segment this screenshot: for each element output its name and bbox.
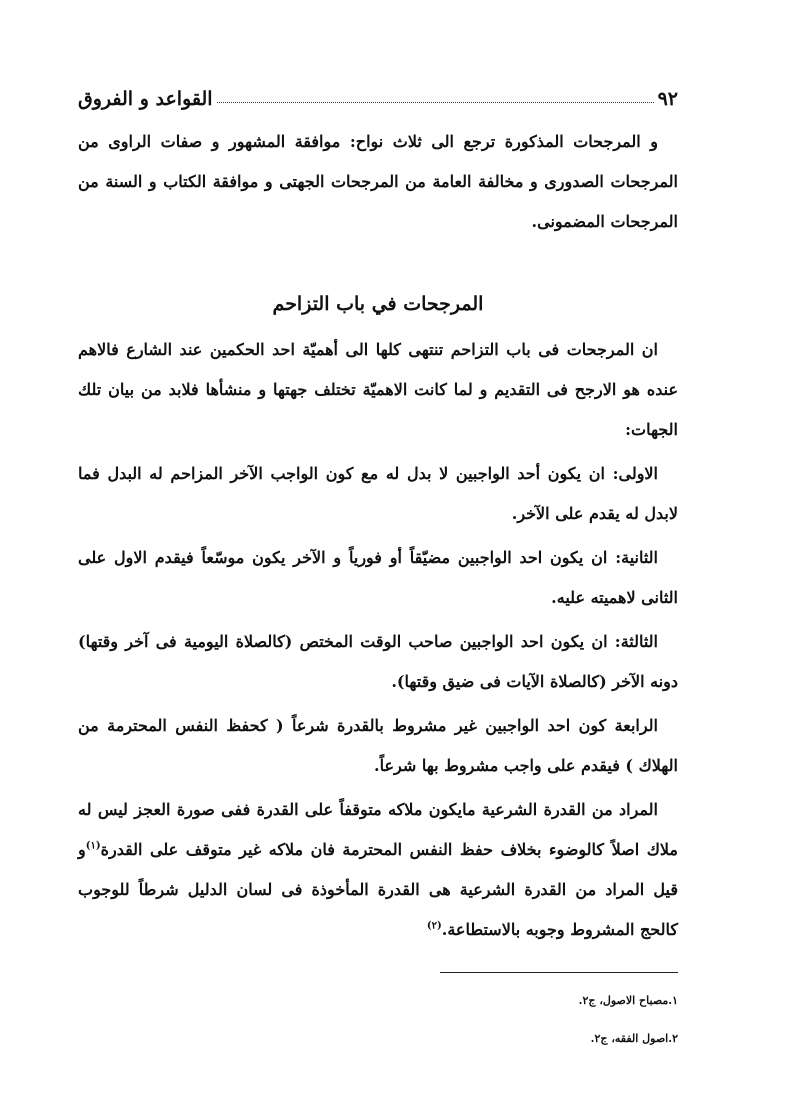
section-heading: المرجحات في باب التزاحم xyxy=(272,293,484,315)
paragraph-5: الثالثة: ان يكون احد الواجبين صاحب الوقت المختص (كالصلاة اليومية فى آخر وقتها) دونه الآخر (كالصلاة الآيات فى ضيق وقتها). xyxy=(78,632,678,691)
main-text xyxy=(78,122,678,954)
footnotes xyxy=(78,990,678,1066)
footnote-ref-1[interactable]: (١) xyxy=(85,840,101,852)
paragraph-7 xyxy=(78,790,678,950)
running-title: القواعد و الفروق xyxy=(78,88,213,110)
footnote-2: ٢.اصول الفقه، ج٢. xyxy=(590,1032,678,1045)
footnote-ref-2[interactable]: (٢) xyxy=(426,920,442,932)
footnote-1: ١.مصباح الاصول، ج٢. xyxy=(578,994,678,1007)
paragraph-7-part-a: المراد من القدرة الشرعية مايكون ملاكه متوقفاً على القدرة ففى صورة العجز ليس له ملاك اصلاً كالوضوء بخلاف حفظ النفس المحترمة فان ملاكه غير متوقف على القدرة xyxy=(78,800,678,859)
paragraph-2: ان المرجحات فى باب التزاحم تنتهى كلها الى أهميّة احد الحكمين عند الشارع فالاهم عنده هو الارجح فى التقديم و لما كانت الاهميّة تختلف جهتها و منشأها فلابد من بيان تلك الجهات: xyxy=(78,340,678,439)
header-dotted-leader xyxy=(217,102,654,103)
paragraph-7-part-b: و قيل المراد من القدرة الشرعية هى القدرة المأخوذة فى لسان الدليل شرطاً للوجوب كالحج المشروط وجوبه بالاستطاعة. xyxy=(78,840,678,939)
paragraph-4: الثانية: ان يكون احد الواجبين مضيّقاً أو فورياً و الآخر يكون موسّعاً فيقدم الاول على الثانى لاهميته عليه. xyxy=(78,548,678,607)
paragraph-3: الاولى: ان يكون أحد الواجبين لا بدل له مع كون الواجب الآخر المزاحم له البدل فما لابدل له يقدم على الآخر. xyxy=(78,464,678,523)
paragraph-1: و المرجحات المذكورة ترجع الى ثلاث نواح: موافقة المشهور و صفات الراوى من المرجحات الصدورى و مخالفة العامة من المرجحات الجهتى و موافقة الكتاب و السنة من المرجحات المضمونى. xyxy=(78,132,678,231)
paragraph-6: الرابعة كون احد الواجبين غير مشروط بالقدرة شرعاً ( كحفظ النفس المحترمة من الهلاك ) فيقدم على واجب مشروط بها شرعاً. xyxy=(78,716,678,775)
footnote-separator xyxy=(440,972,678,973)
page-number: ٩٢ xyxy=(657,88,678,110)
page-header xyxy=(78,76,678,110)
